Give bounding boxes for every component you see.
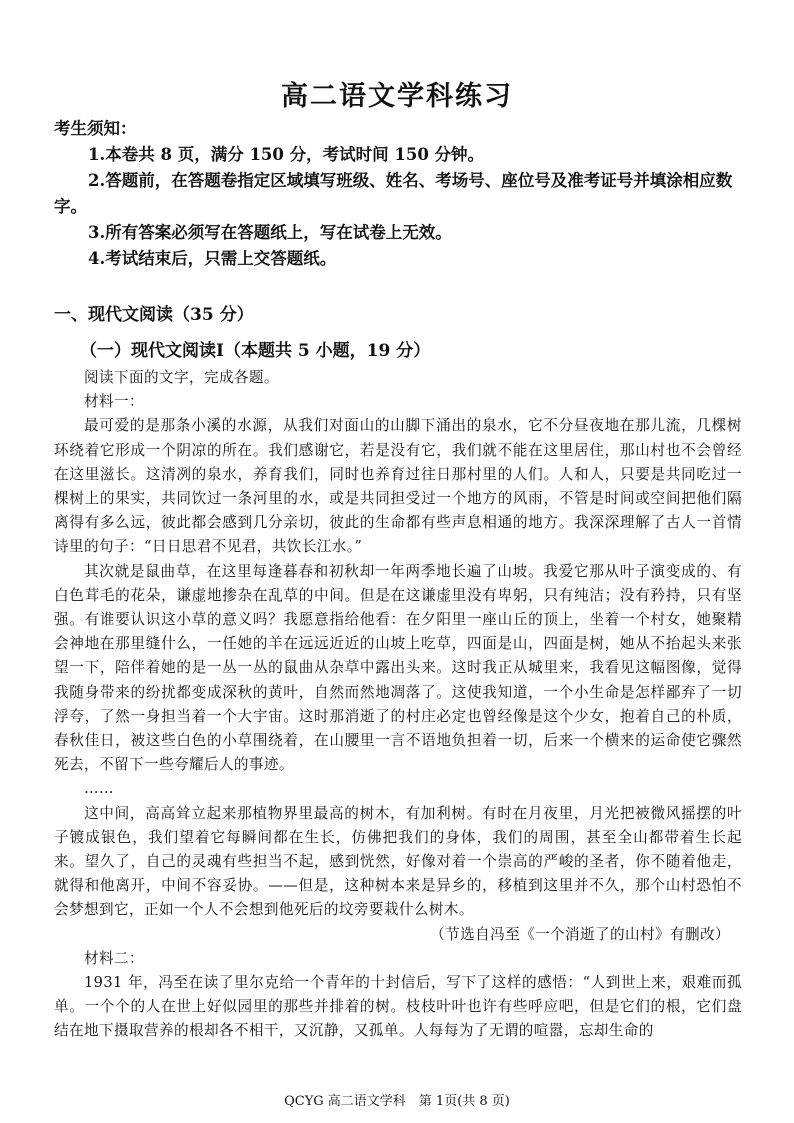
passage-paragraph: 其次就是鼠曲草，在这里每逢暮春和初秋却一年两季地长遍了山坡。我爱它那从叶子演变成的、有白色茸毛的花朵，谦虚地掺杂在乱草的中间。但是在这谦虚里没有卑躬，只有纯洁；没有矜持，只有坚强。有谁要认识这小草的意义吗？我愿意指给他看：在夕阳里一座山丘的顶上，坐着一个村女，她聚精会神地在那里缝什么，一任她的羊在远远近近的山坡上吃草，四面是山，四面是树，她从不抬起头来张望一下，陪伴着她的是一丛一丛的鼠曲从杂草中露出头来。这时我正从城里来，我看见这幅图像，觉得我随身带来的纷扰都变成深秋的黄叶，自然而然地凋落了。这使我知道，一个小生命是怎样鄙弃了一切浮夸，了然一身担当着一个大宇宙。这时那消逝了的村庄必定也曾经像是这个少女，抱着自己的朴质，春秋佳日，被这些白色的小草围绕着，在山腰里一言不语地负担着一切，后来一个横来的运命使它骤然死去，不留下一些夸耀后人的事迹。 [54,562,742,774]
notice-item: 2.答题前，在答题卷指定区域填写班级、姓名、考场号、座位号及准考证号并填涂相应数字。 [54,171,733,216]
page-title: 高二语文学科练习 [281,81,513,112]
page-footer: QCYG 高二语文学科 第 1页(共 8 页) [284,1094,510,1109]
notice-item: 3.所有答案必须写在答题纸上，写在试卷上无效。 [88,223,452,242]
notice-heading: 考生须知： [54,119,137,138]
material-label: 材料二： [84,949,144,967]
instruction: 阅读下面的文字，完成各题。 [84,369,279,386]
source-note: （节选自冯至《一个消逝了的山村》有删改） [430,925,730,943]
ellipsis: …… [84,780,114,798]
notice-item: 4.考试结束后，只需上交答题纸。 [88,249,337,268]
notice-item: 1.本卷共 8 页，满分 150 分，考试时间 150 分钟。 [88,145,485,164]
passage-paragraph: 1931 年，冯至在读了里尔克给一个青年的十封信后，写下了这样的感悟：“人到世上来，艰难而孤单。一个个的人在世上好似园里的那些并排着的树。枝枝叶叶也许有些呼应吧，但是它们的根，它们盘结在地下摄取营养的根却各不相干，又沉静，又孤单。人每每为了无谓的喧嚣，忘却生命的 [54,974,742,1040]
reading-passage [54,366,742,1044]
notice-block [54,116,744,272]
material-label: 材料一： [84,393,144,411]
subsection-title: （一）现代文阅读Ⅰ（本题共 5 小题，19 分） [80,341,431,361]
passage-paragraph: 最可爱的是那条小溪的水源，从我们对面山的山脚下涌出的泉水，它不分昼夜地在那儿流，几棵树环绕着它形成一个阴凉的所在。我们感谢它，若是没有它，我们就不能在这里居住，那山村也不会曾经在这里滋长。这清冽的泉水，养育我们，同时也养育过往日那村里的人们。人和人，只要是共同吃过一棵树上的果实，共同饮过一条河里的水，或是共同担受过一个地方的风雨，不管是时间或空间把他们隔离得有多么远，彼此都会感到几分亲切，彼此的生命都有些声息相通的地方。我深深理解了古人一首情诗里的句子：“日日思君不见君，共饮长江水。” [54,417,742,556]
section-title: 一、现代文阅读（35 分） [54,305,254,325]
passage-paragraph: 这中间，高高耸立起来那植物界里最高的树木，有加利树。有时在月夜里，月光把被微风摇摆的叶子镀成银色，我们望着它每瞬间都在生长，仿佛把我们的身体，我们的周围，甚至全山都带着生长起来。望久了，自己的灵魂有些担当不起，感到恍然，好像对着一个崇高的严峻的圣者，你不随着他走，就得和他离开，中间不容妥协。——但是，这种树本来是异乡的，移植到这里并不久，那个山村恐怕不会梦想到它，正如一个人不会想到他死后的坟旁要栽什么树木。 [54,804,742,919]
